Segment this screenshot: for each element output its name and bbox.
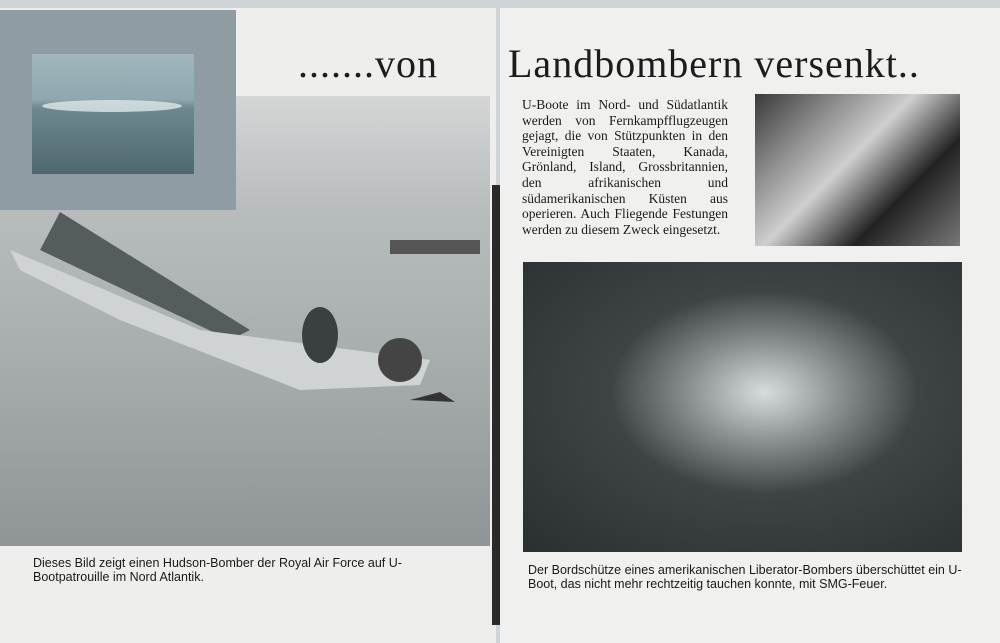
headline-left: .......von <box>298 41 438 86</box>
waist-gunner-photo <box>755 94 960 246</box>
article-body: U-Boote im Nord- und Südatlantik werden von Fernkampfflugzeugen gejagt, die von Stützpunkten in den Vereinigten Staaten, Kanada, Grönland, Island, Grossbritannien, den afrikanischen und südamerikanischen Küsten aus operieren. Auch Fliegende Festungen werden zu diesem Zweck eingesetzt. <box>522 97 728 237</box>
ocean-wake-photo <box>32 54 194 174</box>
headline-right: Landbombern versenkt.. <box>508 41 920 86</box>
binding-gutter <box>492 185 500 625</box>
inset-photo-frame <box>0 10 236 210</box>
sky-area <box>236 96 490 210</box>
bomber-silhouette <box>0 210 490 546</box>
wake-mark <box>42 100 182 112</box>
caption-left: Dieses Bild zeigt einen Hudson-Bomber der Royal Air Force auf U-Bootpatrouille im Nord Atlantik. <box>33 556 402 584</box>
hudson-bomber-photo <box>0 210 490 546</box>
uboat-under-fire-photo <box>523 262 962 552</box>
headline <box>298 40 920 87</box>
caption-right: Der Bordschütze eines amerikanischen Liberator-Bombers überschüttet ein U-Boot, das nicht mehr rechtzeitig tauchen konnte, mit SMG-Feuer. <box>528 563 962 591</box>
